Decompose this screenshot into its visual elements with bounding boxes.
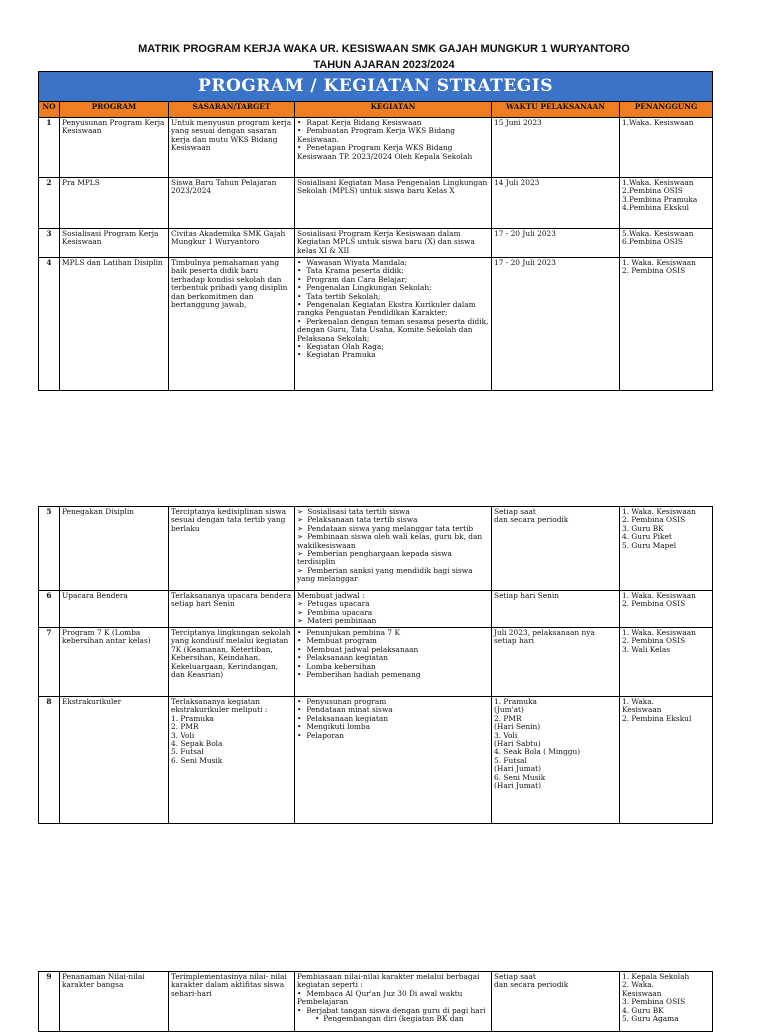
list-item: 3. Voli [494, 730, 518, 740]
header-kegiatan: KEGIATAN [295, 102, 492, 118]
list-item: 1. Waka. Kesiswaan [622, 628, 696, 637]
row-penanggung [620, 628, 713, 697]
list-item: 5. Guru Mapel [622, 540, 677, 550]
list-item: • Pengenalan Lingkungan Sekolah; [297, 284, 489, 292]
row-kegiatan [295, 628, 492, 697]
row-no: 1 [39, 118, 60, 178]
header-waktu: WAKTU PELAKSANAAN [492, 102, 620, 118]
row-waktu: Juli 2023, pelaksanaan nya setiap hari [492, 628, 620, 697]
list-item: • Pengembangan diri (kegiatan BK dan [297, 1015, 489, 1023]
list-item: • Berjabat tangan siswa dengan guru di pagi hari [297, 1007, 489, 1015]
list-item: 4.Pembina Ekskul [622, 203, 689, 213]
list-item: dan secara periodik [494, 980, 569, 990]
list-item: 1. Waka. Kesiswaan [622, 258, 696, 267]
list-item: 2. Pembina OSIS [622, 266, 686, 276]
row-sasaran: Terimplementasinya nilai- nilai karakter dalam aktifitas siswa sehari-hari [169, 972, 295, 1032]
list-item: 1. Pramuka [171, 713, 214, 723]
header-program: PROGRAM [60, 102, 169, 118]
document-title: MATRIK PROGRAM KERJA WAKA UR. KESISWAAN SMK GAJAH MUNGKUR 1 WURYANTORO [138, 43, 630, 55]
list-item: 5.Waka. Kesiswaan [622, 229, 694, 238]
row-sasaran: Civitas Akademika SMK Gajah Mungkur 1 Wuryantoro [169, 229, 295, 258]
list-item: Kesiswaan [622, 705, 662, 715]
table-row [39, 507, 713, 591]
list-item: • Lomba kebersihan [297, 663, 489, 671]
list-item: • Wawasan Wiyata Mandala; [297, 259, 489, 267]
list-item: ➢ Pembinaan siswa oleh wali kelas, guru bk, dan wakilkesiswaan [297, 533, 489, 550]
row-kegiatan [295, 507, 492, 591]
row-waktu: 17 - 20 Juli 2023 [492, 258, 620, 391]
table-row [39, 591, 713, 628]
row-waktu: 14 Juli 2023 [492, 178, 620, 229]
list-item: (Jum'at) [494, 705, 524, 715]
list-item: 1. Waka. Kesiswaan [622, 507, 696, 516]
row-kegiatan [295, 118, 492, 178]
row-kegiatan: Sosialisasi Program Kerja Kesiswaan dalam Kegiatan MPLS untuk siswa baru (X) dan siswa kelas XI & XII [295, 229, 492, 258]
list-item: 2. Pembina OSIS [622, 515, 686, 525]
row-kegiatan [295, 972, 492, 1032]
list-item: • Perkenalan dengan teman sesama peserta didik, dengan Guru, Tata Usaha, Komite Sekolah dan Pelaksana Sekolah; [297, 318, 489, 343]
row-program: Penyusunan Program Kerja Kesiswaan [60, 118, 169, 178]
row-penanggung [620, 591, 713, 628]
header-penanggung: PENANGGUNG [620, 102, 713, 118]
list-item: • Pelaksanaan kegiatan [297, 654, 489, 662]
row-no: 4 [39, 258, 60, 391]
header-no: NO [39, 102, 60, 118]
row-penanggung [620, 178, 713, 229]
list-item: Kesiswaan [622, 988, 662, 998]
list-item: ➢ Pelaksanaan tata tertib siswa [297, 516, 489, 524]
table-row [39, 972, 713, 1032]
row-sasaran: Siswa Baru Tahun Pelajaran 2023/2024 [169, 178, 295, 229]
row-penanggung [620, 697, 713, 824]
list-item: • Kegiatan Olah Raga; [297, 343, 489, 351]
program-table-page-1 [38, 71, 713, 391]
list-item: 2.Pembina OSIS [622, 186, 683, 196]
row-kegiatan [295, 258, 492, 391]
row-waktu: 15 Juni 2023 [492, 118, 620, 178]
row-penanggung [620, 229, 713, 258]
list-item: • Membaca Al Qur'an Juz 30 Di awal waktu Pembelajaran [297, 990, 489, 1007]
list-item: 3. Voli [171, 730, 195, 740]
list-item: 6. Seni Musik [171, 755, 223, 765]
list-item: • Pembuatan Program Kerja WKS Bidang Kesiswaan. [297, 127, 489, 144]
list-item: 4. Seak Bola ( Minggu) [494, 747, 581, 757]
row-waktu: Setiap hari Senin [492, 591, 620, 628]
row-program: Sosialisasi Program Kerja Kesiswaan [60, 229, 169, 258]
list-item: 1. Waka. Kesiswaan [622, 591, 696, 600]
list-item: ➢ Petugas upacara [297, 600, 489, 608]
row-program: Penegakan Disiplin [60, 507, 169, 591]
table-row [39, 178, 713, 229]
list-item: • Pengenalan Kegiatan Ekstra Kurikuler dalam rangka Penguatan Pendidikan Karakter; [297, 301, 489, 318]
list-item: 2. Waka. [622, 980, 654, 990]
list-item: 3. Wali Kelas [622, 644, 671, 654]
list-item: 2. Pembina OSIS [622, 636, 686, 646]
table-row [39, 258, 713, 391]
program-table-page-2 [38, 506, 713, 824]
row-program: Upacara Bendera [60, 591, 169, 628]
list-item: • Pelaksanaan kegiatan [297, 715, 489, 723]
list-intro: Pembiasaan nilai-nilai karakter melalui berbagai kegiatan seperti : [297, 972, 480, 990]
row-no: 9 [39, 972, 60, 1032]
list-item: • Program dan Cara Belajar; [297, 276, 489, 284]
list-item: 5. Futsal [494, 755, 527, 765]
list-item: • Pelaporan [297, 732, 489, 740]
row-waktu [492, 697, 620, 824]
row-waktu: 17 - 20 Juli 2023 [492, 229, 620, 258]
header-sasaran: SASARAN/TARGET [169, 102, 295, 118]
list-item: • Penunjukan pembina 7 K [297, 629, 489, 637]
row-sasaran: Untuk menyusun program kerja yang sesuai dengan sasaran kerja dan mutu WKS Bidang Kesiswaan [169, 118, 295, 178]
row-no: 7 [39, 628, 60, 697]
row-penanggung [620, 972, 713, 1032]
list-item: 5. Guru Agama [622, 1014, 679, 1024]
list-item: 1. Kepala Sekolah [622, 972, 690, 981]
row-no: 5 [39, 507, 60, 591]
row-no: 3 [39, 229, 60, 258]
list-item: 1. Waka. [622, 697, 654, 706]
row-kegiatan [295, 591, 492, 628]
list-item: 4. Guru Piket [622, 532, 672, 542]
list-item: (Hari Jumat) [494, 781, 541, 791]
list-item: • Tata Krama peserta didik; [297, 267, 489, 275]
list-item: 4. Guru BK [622, 1005, 664, 1015]
row-sasaran: Terciptanya kedisiplinan siswa sesuai dengan tata tertib yang berlaku [169, 507, 295, 591]
list-item: ➢ Pemberian sanksi yang mendidik bagi siswa yang melanggar [297, 567, 489, 584]
table-row [39, 697, 713, 824]
list-item: (Hari Jumat) [494, 764, 541, 774]
list-item: Setiap saat [494, 507, 536, 516]
list-item: ➢ Pemberian penghargaan kepada siswa terdisiplin [297, 550, 489, 567]
row-sasaran: Terciptanya lingkungan sekolah yang kondusif melalui kegiatan 7K (Keamanan, Ketertiban, Kebersihan, Keindahan, Kekeluargaan, Kerindangan, dan Keasrian) [169, 628, 295, 697]
row-program: MPLS dan Latihan Disiplin [60, 258, 169, 391]
row-program: Program 7 K (Lomba kebersihan antar kelas) [60, 628, 169, 697]
list-item: • Kegiatan Pramuka [297, 351, 489, 359]
list-item: • Membuat jadwal pelaksanaan [297, 646, 489, 654]
list-item: 3.Pembina Pramuka [622, 194, 698, 204]
list-item: (Hari Senin) [494, 722, 541, 732]
table-row [39, 229, 713, 258]
list-item: (Hari Sabtu) [494, 739, 541, 749]
row-no: 2 [39, 178, 60, 229]
row-program: Penanaman Nilai-nilai karakter bangsa [60, 972, 169, 1032]
row-sasaran [169, 697, 295, 824]
row-sasaran: Timbulnya pemahaman yang baik peserta didik baru terhadap kondisi sekolah dan terbentuk pribadi yang disiplin dan berkomitmen dan bertanggung jawab, [169, 258, 295, 391]
row-waktu [492, 507, 620, 591]
list-item: • Mengikuti lomba [297, 723, 489, 731]
list-item: ➢ Materi pembinaan [297, 617, 489, 625]
list-item: Setiap saat [494, 972, 536, 981]
list-item: 1.Waka. Kesiswaan [622, 178, 694, 187]
row-penanggung [620, 258, 713, 391]
document-subtitle: TAHUN AJARAN 2023/2024 [313, 59, 455, 71]
list-item: ➢ Pendataan siswa yang melanggar tata tertib [297, 525, 489, 533]
list-item: Terlaksananya kegiatan ekstrakurikuler meliputi : [171, 697, 268, 715]
row-penanggung: 1.Waka. Kesiswaan [620, 118, 713, 178]
row-penanggung [620, 507, 713, 591]
list-item: 2. Pembina OSIS [622, 599, 686, 609]
list-item: 4. Sepak Bola [171, 739, 223, 749]
list-item: ➢ Sosialisasi tata tertib siswa [297, 508, 489, 516]
list-item: ➢ Pembina upacara [297, 609, 489, 617]
list-item: 2. Pembina Ekskul [622, 713, 692, 723]
list-item: • Tata tertib Sekolah; [297, 293, 489, 301]
list-item: 6. Seni Musik [494, 772, 546, 782]
list-intro: Membuat jadwal : [297, 591, 365, 600]
list-item: • Pendataan minat siswa [297, 706, 489, 714]
list-item: • Membuat program [297, 637, 489, 645]
list-item: 6.Pembina OSIS [622, 237, 683, 247]
list-item: 5. Futsal [171, 747, 204, 757]
table-row [39, 118, 713, 178]
row-kegiatan [295, 697, 492, 824]
list-item: • Rapat Kerja Bidang Kesiswaan [297, 119, 489, 127]
list-item: • Pemberihan hadiah pemenang [297, 671, 489, 679]
list-item: 3. Pembina OSIS [622, 997, 686, 1007]
list-item: dan secara periodik [494, 515, 569, 525]
table-row [39, 628, 713, 697]
program-table-page-3 [38, 971, 713, 1032]
row-program: Ekstrakurikuler [60, 697, 169, 824]
list-item: • Penyusunan program [297, 698, 489, 706]
row-no: 8 [39, 697, 60, 824]
list-item: 2. PMR [494, 713, 522, 723]
list-item: 1. Pramuka [494, 697, 537, 706]
row-no: 6 [39, 591, 60, 628]
row-kegiatan: Sosialisasi Kegiatan Masa Pengenalan Lingkungan Sekolah (MPLS) untuk siswa baru Kelas X [295, 178, 492, 229]
list-item: 2. PMR [171, 722, 199, 732]
row-program: Pra MPLS [60, 178, 169, 229]
list-item: • Penetapan Program Kerja WKS Bidang Kesiswaan TP. 2023/2024 Oleh Kepala Sekolah [297, 144, 489, 161]
list-item: 3. Guru BK [622, 523, 664, 533]
banner-title: PROGRAM / KEGIATAN STRATEGIS [39, 72, 713, 102]
row-waktu [492, 972, 620, 1032]
row-sasaran: Terlaksananya upacara bendera setiap hari Senin [169, 591, 295, 628]
